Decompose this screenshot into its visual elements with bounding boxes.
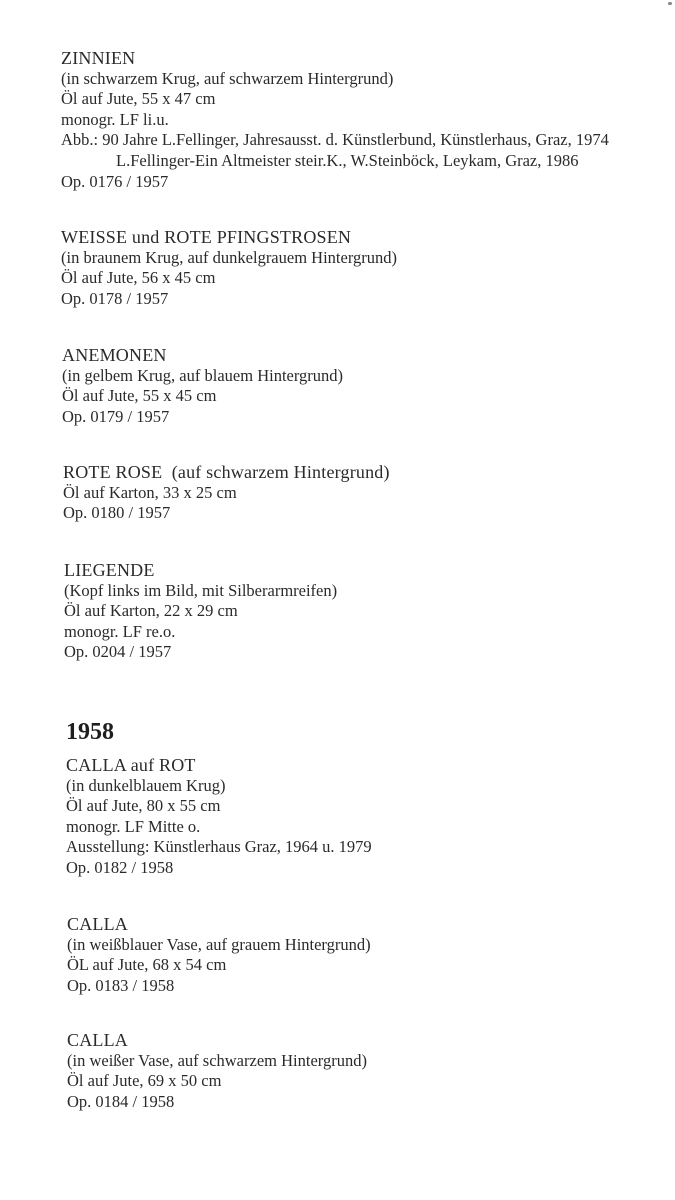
entry-title: ZINNIEN (61, 48, 136, 68)
entry-opus: Op. 0184 / 1958 (67, 1091, 175, 1111)
entry-description: (in weißblauer Vase, auf grauem Hintergrund) (67, 934, 371, 954)
entry-description: (Kopf links im Bild, mit Silberarmreifen) (64, 580, 338, 600)
entry-zinnien (61, 48, 609, 192)
entry-title: CALLA (67, 914, 128, 934)
entry-title: ROTE ROSE (auf schwarzem Hintergrund) (63, 462, 390, 482)
entry-title: LIEGENDE (64, 560, 155, 580)
entry-calla-weissblau (67, 914, 371, 996)
entry-title: WEISSE und ROTE PFINGSTROSEN (61, 227, 352, 247)
entry-liegende (64, 560, 337, 663)
entry-opus: Op. 0178 / 1957 (61, 288, 169, 308)
year-heading: 1958 (66, 719, 114, 745)
entry-calla-weiss (67, 1030, 367, 1112)
entry-abb: Abb.: 90 Jahre L.Fellinger, Jahresausst. d. Künstlerbund, Künstlerhaus, Graz, 1974 (61, 130, 609, 150)
entry-rote-rose (63, 462, 390, 524)
entry-signature: monogr. LF Mitte o. (66, 816, 201, 836)
entry-opus: Op. 0179 / 1957 (62, 406, 170, 426)
entry-opus: Op. 0180 / 1957 (63, 503, 171, 523)
entry-medium: Öl auf Jute, 55 x 47 cm (61, 89, 216, 109)
entry-description: (in gelbem Krug, auf blauem Hintergrund) (62, 365, 344, 385)
entry-exhibition: Ausstellung: Künstlerhaus Graz, 1964 u. 1979 (66, 837, 372, 857)
entry-opus: Op. 0176 / 1957 (61, 171, 169, 191)
entry-description: (in schwarzem Krug, auf schwarzem Hintergrund) (61, 68, 394, 88)
entry-description: (in weißer Vase, auf schwarzem Hintergrund) (67, 1050, 367, 1070)
entry-medium: ÖL auf Jute, 68 x 54 cm (67, 955, 227, 975)
entry-medium: Öl auf Jute, 80 x 55 cm (66, 796, 221, 816)
entry-opus: Op. 0182 / 1958 (66, 857, 174, 877)
entry-title: ANEMONEN (62, 345, 167, 365)
entry-medium: Öl auf Jute, 56 x 45 cm (61, 268, 216, 288)
entry-medium: Öl auf Jute, 55 x 45 cm (62, 386, 217, 406)
entry-calla-auf-rot (66, 755, 372, 879)
entry-title: CALLA (67, 1030, 128, 1050)
entry-opus: Op. 0204 / 1957 (64, 642, 172, 662)
entry-medium: Öl auf Karton, 33 x 25 cm (63, 482, 237, 502)
entry-anemonen (62, 345, 343, 427)
entry-description: (in braunem Krug, auf dunkelgrauem Hintergrund) (61, 247, 398, 267)
entry-signature: monogr. LF re.o. (64, 621, 176, 641)
entry-abb-cont: L.Fellinger-Ein Altmeister steir.K., W.Steinböck, Leykam, Graz, 1986 (116, 150, 579, 170)
entry-description: (in dunkelblauem Krug) (66, 775, 226, 795)
entry-opus: Op. 0183 / 1958 (67, 975, 175, 995)
entry-medium: Öl auf Jute, 69 x 50 cm (67, 1071, 222, 1091)
entry-title: CALLA auf ROT (66, 755, 196, 775)
entry-signature: monogr. LF li.u. (61, 109, 169, 129)
entry-pfingstrosen (61, 227, 397, 309)
scan-speck (668, 2, 672, 5)
entry-medium: Öl auf Karton, 22 x 29 cm (64, 601, 238, 621)
